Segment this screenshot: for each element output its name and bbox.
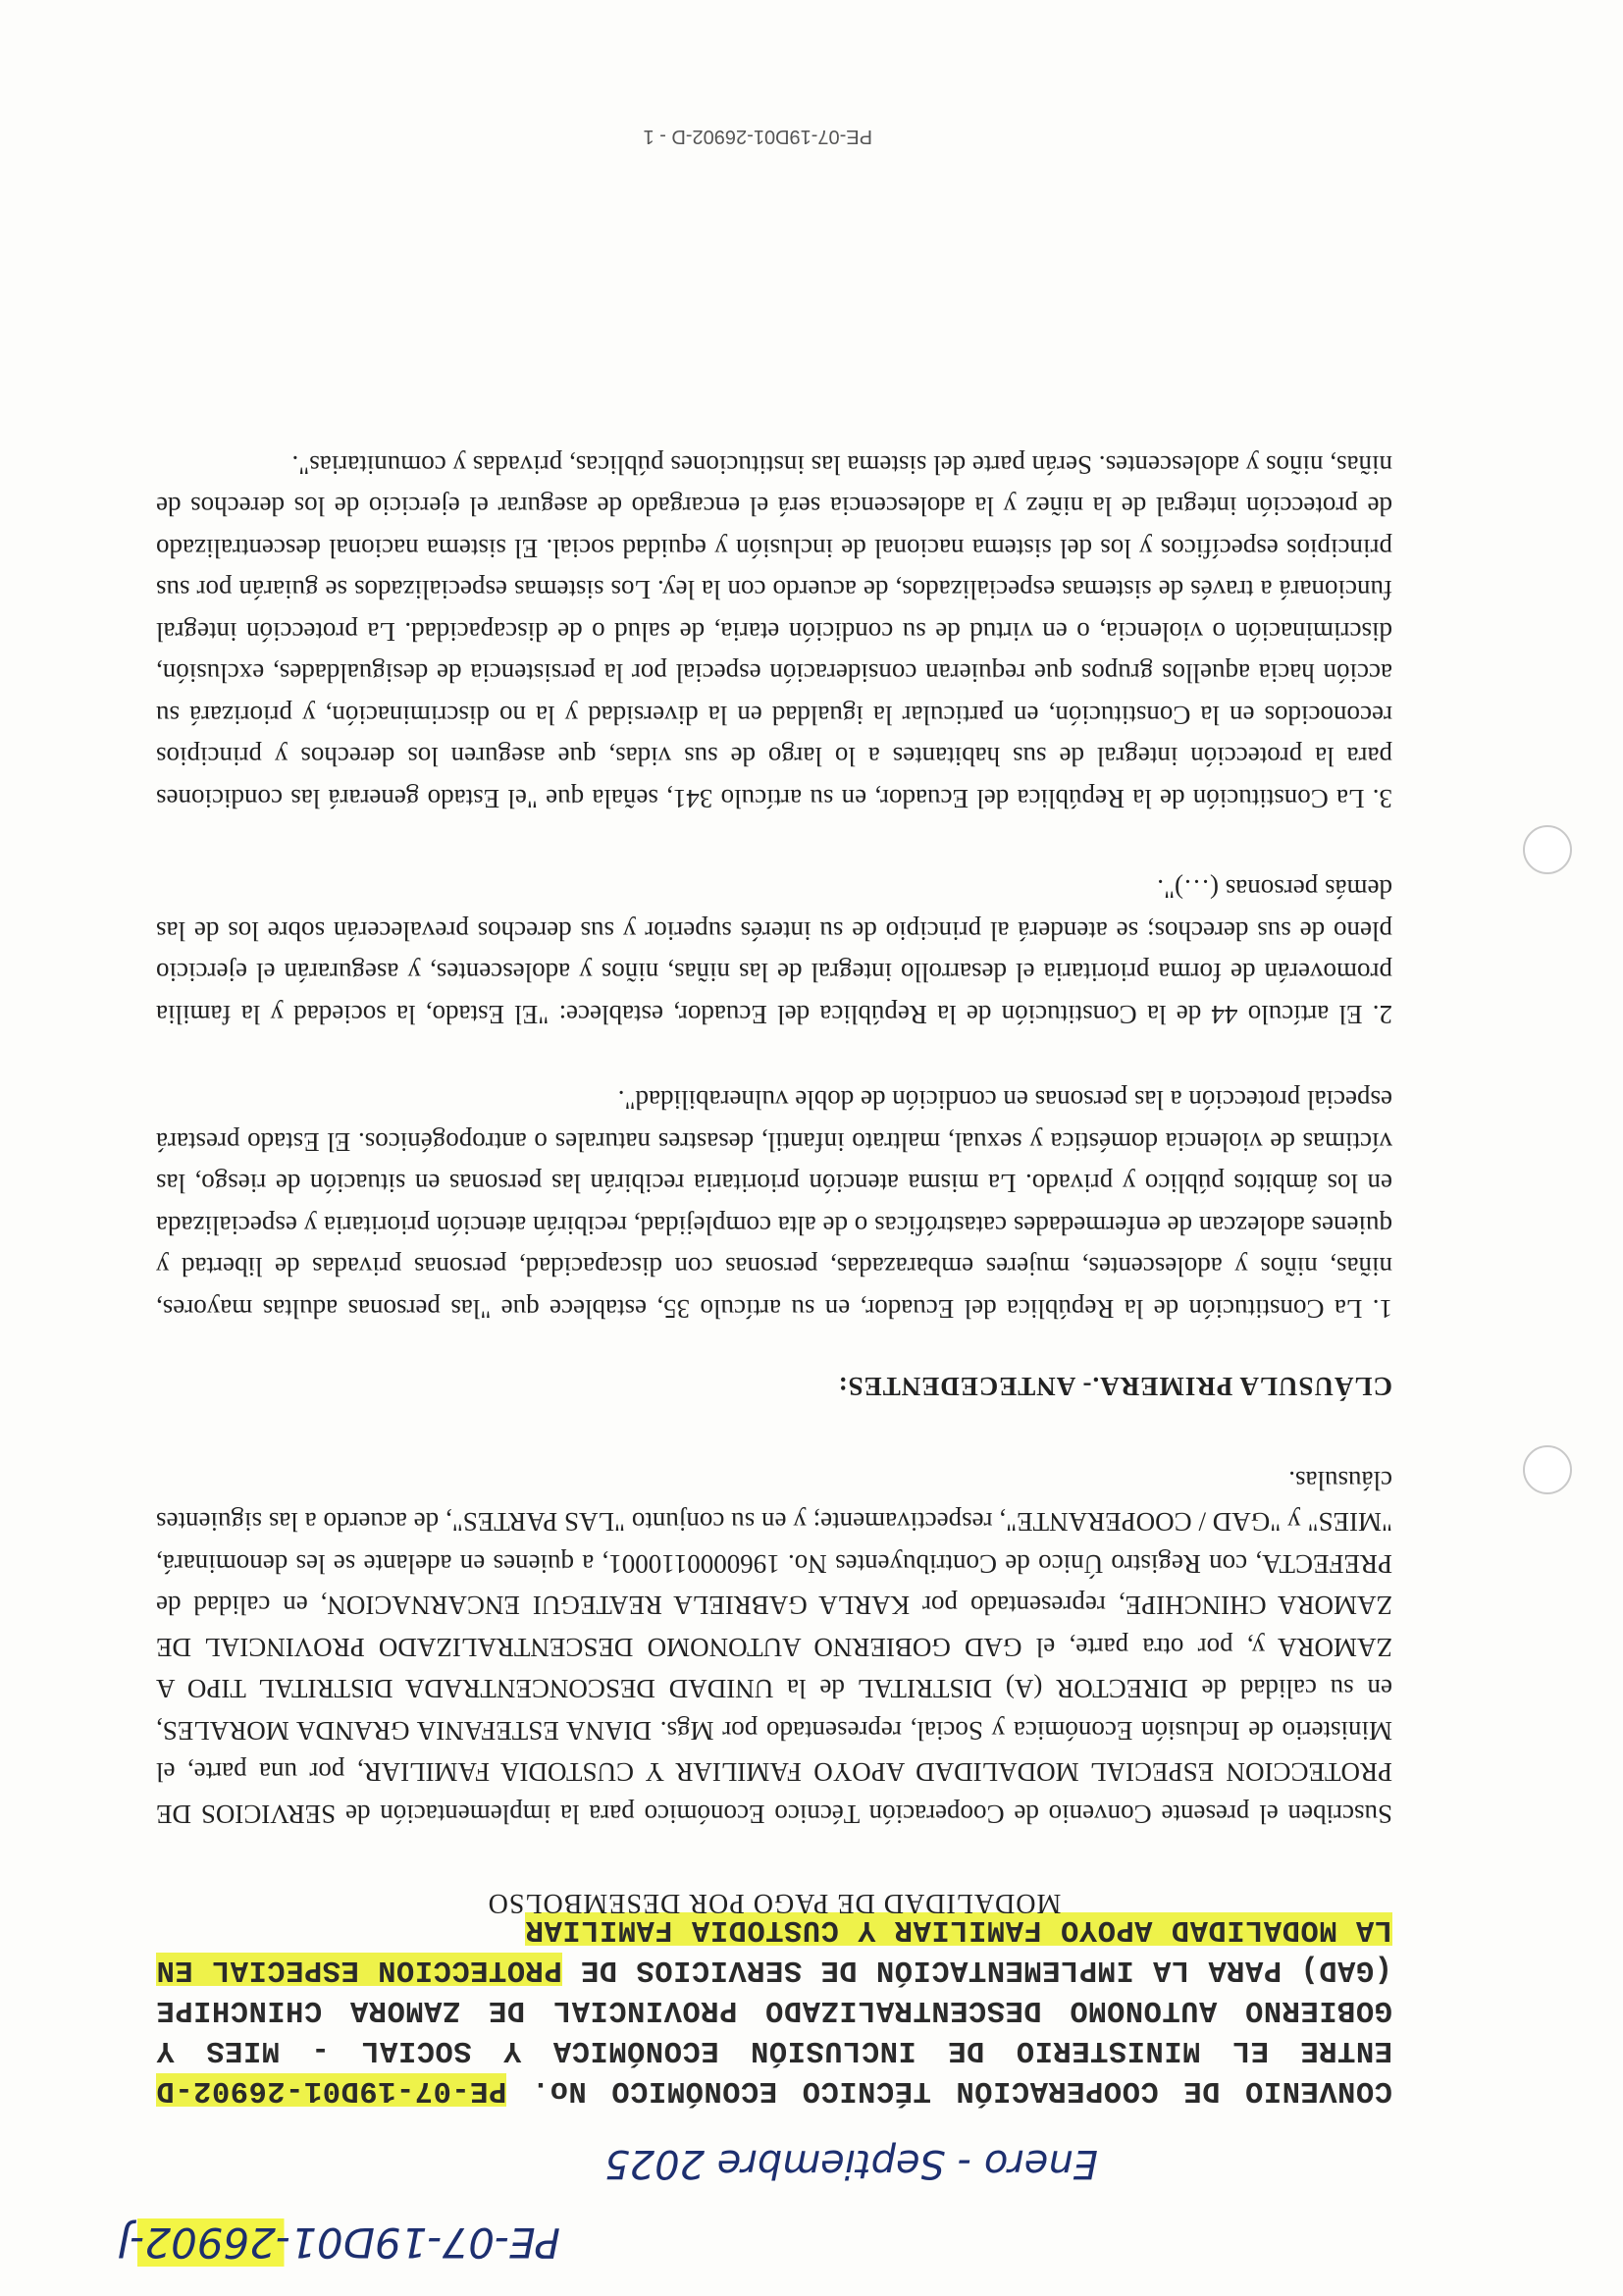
document-title (156, 1908, 1392, 2110)
title-after-code: ENTRE EL MINISTERIO DE INCLUSIÓN ECONÓMICA Y SOCIAL - MIES Y GOBIERNO AUTONOMO DESCENTRALIZADO PROVINCIAL DE ZAMORA CHINCHIPE (GAD) PARA LA IMPLEMENTACIÓN DE SERVICIOS DE (156, 1953, 1392, 2066)
title-before-code: CONVENIO DE COOPERACIÓN TÉCNICO ECONÓMICO No. (506, 2073, 1392, 2107)
document-subtitle: MODALIDAD DE PAGO POR DESEMBOLSO (487, 1888, 1062, 1918)
paragraph-1: 1. La Constitución de la República del Ecuador, en su artículo 35, establece que "las personas adultas mayores, niñas, niños y adolescentes, mujeres embarazadas, personas con discapacidad, personas privadas de libertad y quienes adolezcan de enfermedades catastróficas o de alta complejidad, recibirán atención prioritaria y especializada en los ámbitos público y privado. La misma atención prioritaria recibirán las personas en situación de riesgo, las víctimas de violencia doméstica y sexual, maltrato infantil, desastres naturales o antropogénicos. El Estado prestará especial protección a las personas en condición de doble vulnerabilidad". (156, 1085, 1392, 1324)
footer-reference-code: PE-07-19D01-26902-D - 1 (643, 126, 872, 147)
paragraph-3: 3. La Constitución de la República del Ecuador, en su artículo 341, señala que "el Estado generará las condiciones para la protección integral de sus habitantes a lo largo de sus vidas, que aseguren los derechos y principios reconocidos en la Constitución, en particular la igualdad en la diversidad y la no discriminación, y priorizará su acción hacia aquellos grupos que requieran consideración especial por la persistencia de desigualdades, exclusión, discriminación o violencia, o en virtud de su condición etaria, de salud o de discapacidad. La protección integral funcionará a través de sistemas especializados, de acuerdo con la ley. Los sistemas especializados se guiarán por sus principios específicos y los del sistema nacional de inclusión y equidad social. El sistema nacional descentralizado de protección integral de la niñez y la adolescencia será el encargado de asegurar el ejercicio de los derechos de niñas, niños y adolescentes. Serán parte del sistema las instituciones públicas, privadas y comunitarias". (156, 450, 1392, 813)
intro-paragraph: Suscriben el presente Convenio de Cooperación Técnico Económico para la implementación de SERVICIOS DE PROTECCION ESPECIAL MODALIDAD APOYO FAMILIAR Y CUSTODIA FAMILIAR, por una parte, el Ministerio de Inclusión Económica y Social, representado por Mgs. DIANA ESTEFANIA GRANDA MORALES, en su calidad de DIRECTOR (A) DISTRITAL de la UNIDAD DESCONCENTRADA DISTRITAL TIPO A ZAMORA y, por otra parte, el GAD GOBIERNO AUTONOMO DESCENTRALIZADO PROVINCIAL DE ZAMORA CHINCHIPE, representado por KARLA GABRIELA REATEGUI ENCARNACION, en calidad de PREFECTA, con Registro Único de Contribuyentes No. 1960000110001, a quienes en adelante se les denominará, "MIES" y "GAD / COOPERANTE", respectivamente; y en su conjunto "LAS PARTES", de acuerdo a las siguientes cláusulas. (156, 1466, 1392, 1829)
clause-heading: CLÁUSULA PRIMERA.- ANTECEDENTES: (837, 1372, 1392, 1401)
title-contract-code: PE-07-19D01-26902-D (156, 2073, 507, 2107)
handwritten-date: Enero - Septiembre 2025 (604, 2141, 1098, 2186)
paragraph-2: 2. El artículo 44 de la Constitución de la República del Ecuador, establece: "El Estado, la sociedad y la familia promoverán de forma prioritaria el desarrollo integral de las niñas, niños y adolescentes, y asegurarán el ejercicio pleno de sus derechos; se atenderá al principio de su interés superior y sus derechos prevalecerán sobre los de las demás personas (…)". (156, 874, 1392, 1029)
handwritten-code: PE-07-19D01-26902-J (110, 2218, 568, 2267)
title-highlight: PROTECCION ESPECIAL EN LA MODALIDAD APOYO FAMILIAR Y CUSTODIA FAMILIAR (156, 1912, 1392, 1986)
